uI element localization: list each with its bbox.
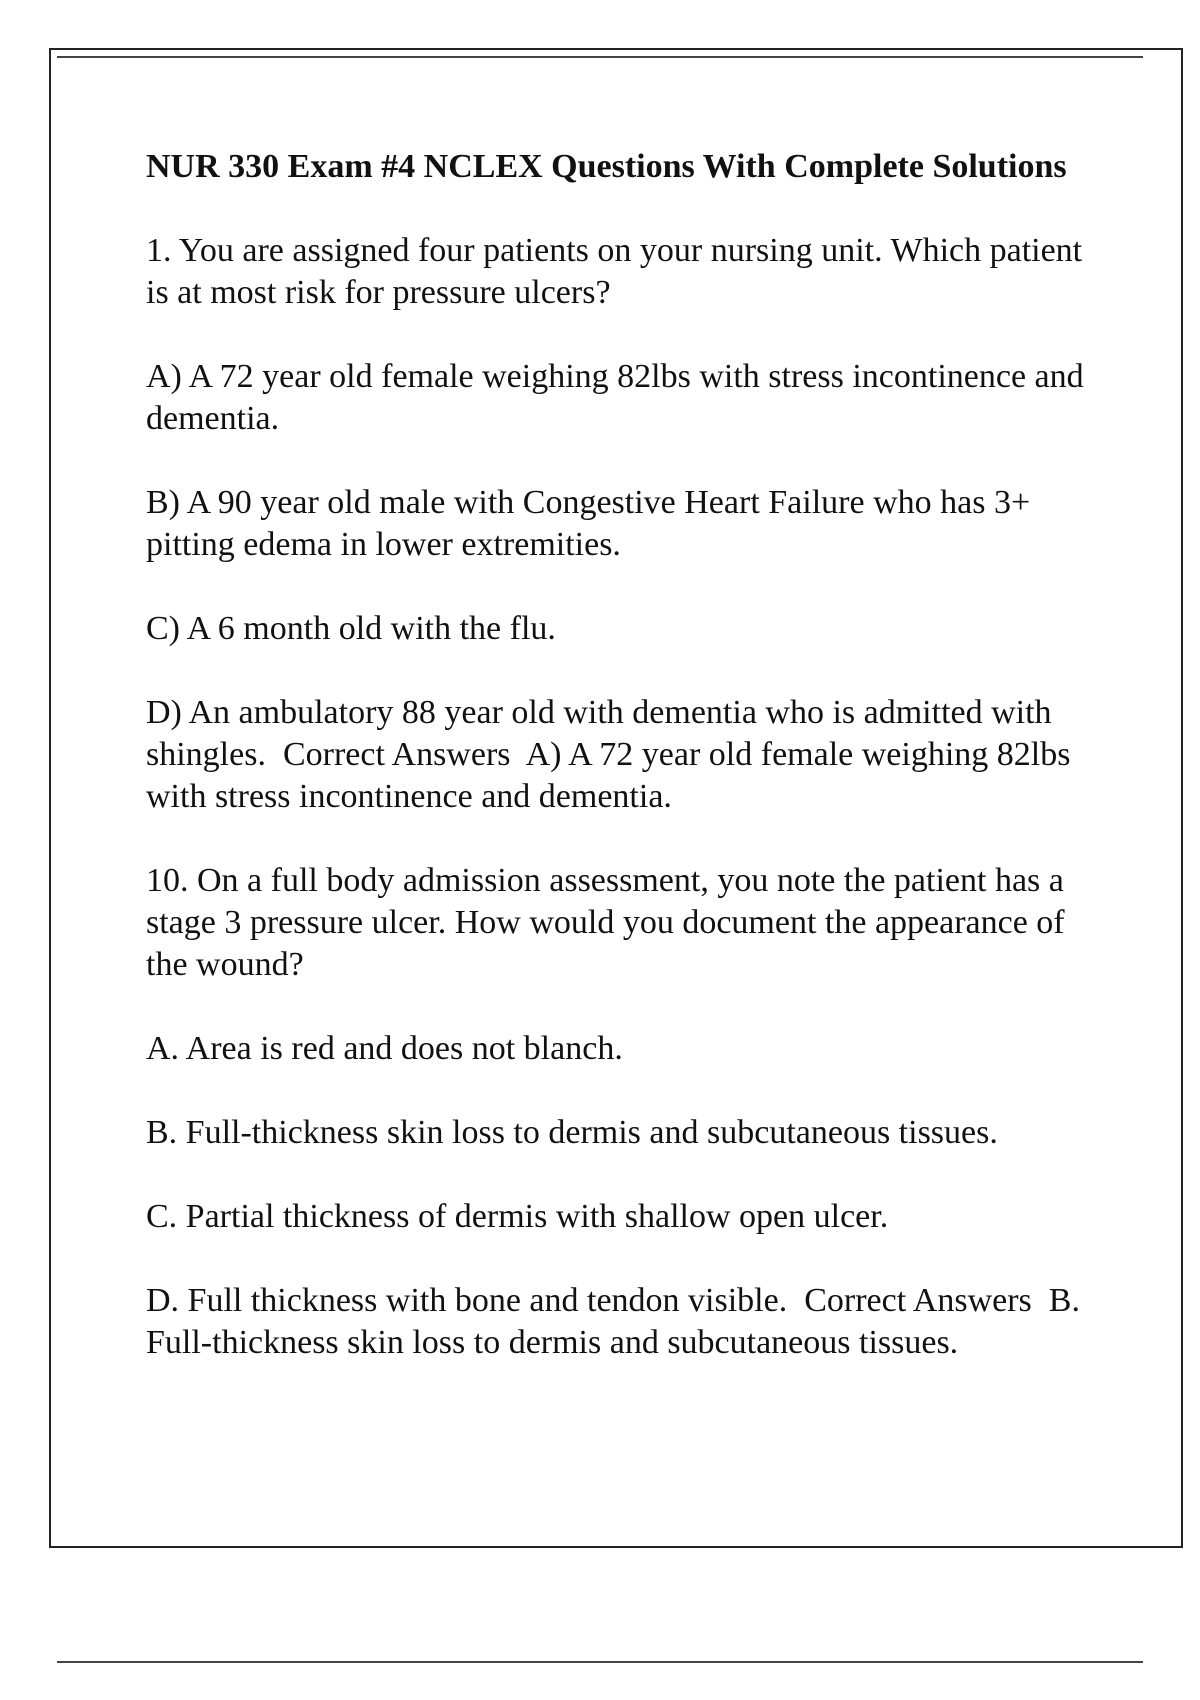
document-title: NUR 330 Exam #4 NCLEX Questions With Complete Solutions <box>146 148 1067 185</box>
question-1-stem: 1. You are assigned four patients on your nursing unit. Which patient is at most risk for pressure ulcers? <box>146 232 1091 311</box>
question-10-option-c: C. Partial thickness of dermis with shallow open ulcer. <box>146 1198 889 1235</box>
question-1-option-c: C) A 6 month old with the flu. <box>146 610 556 647</box>
question-1-option-d-answer: D) An ambulatory 88 year old with dementia who is admitted with shingles. Correct Answers A) A 72 year old female weighing 82lbs with stress incontinence and dementia. <box>146 694 1079 815</box>
question-10-option-d-answer: D. Full thickness with bone and tendon visible. Correct Answers B. Full-thickness skin loss to dermis and subcutaneous tissues. <box>146 1282 1089 1361</box>
document-body <box>146 146 1106 1406</box>
footer-rule <box>57 1661 1143 1663</box>
question-10-option-b: B. Full-thickness skin loss to dermis and subcutaneous tissues. <box>146 1114 998 1151</box>
question-10-option-a: A. Area is red and does not blanch. <box>146 1030 623 1067</box>
question-10-stem: 10. On a full body admission assessment, you note the patient has a stage 3 pressure ulcer. How would you document the appearance of the wound? <box>146 862 1074 983</box>
header-rule <box>57 56 1143 58</box>
question-1-option-b: B) A 90 year old male with Congestive Heart Failure who has 3+ pitting edema in lower extremities. <box>146 484 1039 563</box>
question-1-option-a: A) A 72 year old female weighing 82lbs with stress incontinence and dementia. <box>146 358 1093 437</box>
